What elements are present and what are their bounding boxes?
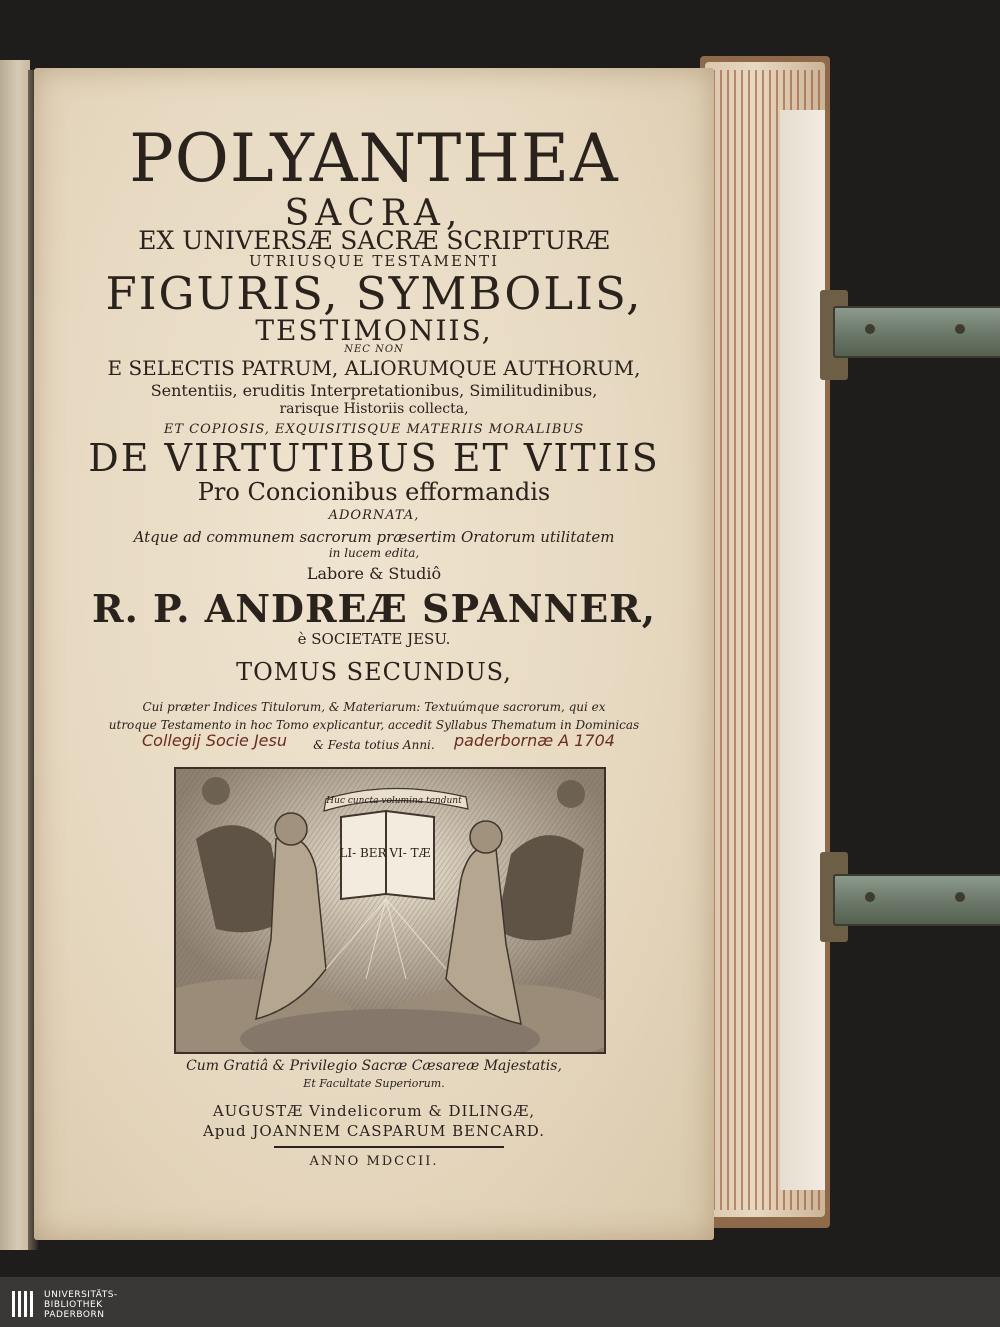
logo-text-line: PADERBORN [44,1310,105,1320]
title-line: in lucem edita, [328,546,420,560]
book-right-text: VI- TÆ [389,846,431,860]
title-line: FIGURIS, SYMBOLIS, [105,267,643,320]
author-name: R. P. ANDREÆ SPANNER, [91,586,656,631]
privilege-line: Cum Gratiâ & Privilegio Sacræ Cæsareæ Majestatis, [186,1058,562,1074]
title-line: ET COPIOSIS, EXQUISITISQUE MATERIIS MORALIBUS [163,422,585,437]
title-line: ADORNATA, [328,508,420,523]
imprint-line: AUGUSTÆ Vindelicorum & DILINGÆ, [212,1102,536,1120]
title-line: SACRA, [284,193,464,234]
author-society: è SOCIETATE JESU. [297,630,451,648]
description-line: utroque Testamento in hoc Tomo explicantur, accedit Syllabus Thematum in Dominicas [108,718,640,732]
title-line: Labore & Studiô [306,564,442,583]
library-footer-bar [0,1277,1000,1327]
page-fore-edge [780,110,825,1190]
logo-text-line: BIBLIOTHEK [44,1300,103,1310]
divider-rule [274,1146,504,1148]
publication-year: ANNO MDCCII. [309,1154,439,1169]
title-line: rarisque Historiis collecta, [279,401,469,417]
rivet-icon [955,324,965,334]
imprint-line: Apud JOANNEM CASPARUM BENCARD. [202,1122,546,1140]
handwritten-ownership-right: paderbornæ A 1704 [454,731,615,750]
title-line: Pro Concionibus efformandis [197,478,551,506]
title-line: E SELECTIS PATRUM, ALIORUMQUE AUTHORUM, [107,356,641,380]
left-page-edge [0,60,30,1250]
title-line: TESTIMONIIS, [255,314,493,347]
title-line: EX UNIVERSÆ SACRÆ SCRIPTURÆ [138,226,610,255]
title-line: DE VIRTUTIBUS ET VITIIS [88,436,660,480]
logo-text-line: UNIVERSITÄTS- [44,1290,118,1300]
handwritten-ownership-left: Collegij Socie Jesu [142,731,287,750]
title-line: UTRIUSQUE TESTAMENTI [248,252,500,270]
description-line: Cui præter Indices Titulorum, & Materiarum: Textuúmque sacrorum, qui ex [142,700,606,714]
engraving-banner-text: Huc cuncta volumina tendunt [326,796,462,806]
clasp-top [833,306,1000,358]
library-logo-icon [12,1291,38,1317]
rivet-icon [955,892,965,902]
engraving-illustration [174,767,606,1054]
title-line: NEC NON [344,344,404,355]
description-line: & Festa totius Anni. [313,738,435,752]
angels-with-book-icon [176,769,604,1052]
title-line: Sententiis, eruditis Interpretationibus, Similitudinibus, [150,381,598,400]
rivet-icon [865,324,875,334]
privilege-line: Et Facultate Superiorum. [303,1077,445,1090]
rivet-icon [865,892,875,902]
clasp-bottom [833,874,1000,926]
book-title: POLYANTHEA [129,120,619,197]
book-left-text: LI- BER [339,846,387,860]
title-line: Atque ad communem sacrorum præsertim Oratorum utilitatem [133,528,615,546]
volume-label: TOMUS SECUNDUS, [236,658,512,686]
title-page [34,68,714,1240]
